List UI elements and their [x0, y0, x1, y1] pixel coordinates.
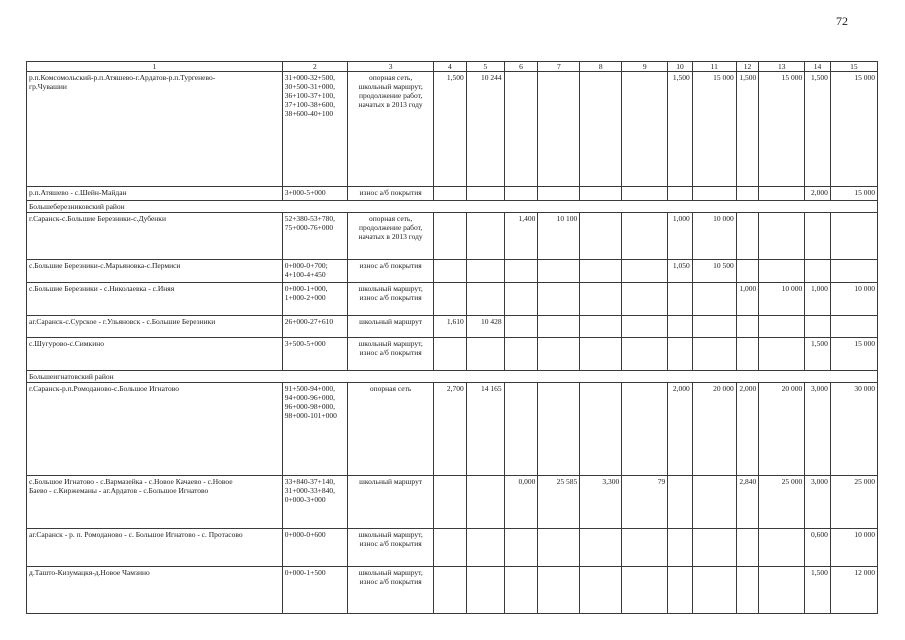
value-cell: 10 500 — [692, 260, 736, 283]
district-heading-row — [27, 201, 878, 213]
value-cell — [759, 187, 805, 201]
value-cell: 10 100 — [538, 213, 580, 260]
table-row — [27, 283, 878, 316]
value-cell: 15 000 — [759, 72, 805, 187]
work-type-cell: опорная сеть, школьный маршрут, продолжение работ, начатых в 2013 году — [348, 72, 434, 187]
value-cell — [622, 72, 668, 187]
value-cell — [504, 72, 538, 187]
table-row — [27, 383, 878, 476]
value-cell — [434, 529, 467, 567]
value-cell — [692, 529, 736, 567]
table-row — [27, 213, 878, 260]
value-cell — [580, 72, 622, 187]
value-cell — [538, 283, 580, 316]
value-cell — [434, 187, 467, 201]
value-cell — [434, 338, 467, 371]
work-type-cell: школьный маршрут, износ а/б покрытия — [348, 338, 434, 371]
value-cell: 15 000 — [830, 338, 877, 371]
road-name-cell: аг.Саранск-с.Сурское - г.Ульяновск - с.Большие Березники — [27, 316, 283, 338]
work-type-cell: школьный маршрут — [348, 316, 434, 338]
value-cell — [622, 283, 668, 316]
value-cell: 2,700 — [434, 383, 467, 476]
value-cell — [692, 338, 736, 371]
value-cell: 1,500 — [668, 72, 693, 187]
value-cell — [538, 187, 580, 201]
value-cell — [830, 316, 877, 338]
value-cell — [759, 213, 805, 260]
column-header: 7 — [538, 62, 580, 72]
value-cell: 10 428 — [466, 316, 504, 338]
value-cell — [504, 187, 538, 201]
column-header: 4 — [434, 62, 467, 72]
value-cell — [466, 213, 504, 260]
value-cell — [668, 283, 693, 316]
chainage-cell: 0+000-0+700; 4+100-4+450 — [282, 260, 347, 283]
value-cell — [466, 476, 504, 529]
value-cell — [434, 567, 467, 614]
value-cell: 1,400 — [504, 213, 538, 260]
value-cell — [805, 213, 831, 260]
value-cell — [504, 260, 538, 283]
district-name: Большеберезниковский район — [27, 201, 878, 213]
road-name-cell: г.Саранск-с.Большие Березники-с.Дубенки — [27, 213, 283, 260]
road-name-cell: аг.Саранск - р. п. Ромоданово - с. Большое Игнатово - с. Протасово — [27, 529, 283, 567]
value-cell: 1,500 — [805, 72, 831, 187]
value-cell — [692, 567, 736, 614]
chainage-cell: 0+000-0+600 — [282, 529, 347, 567]
value-cell — [538, 529, 580, 567]
value-cell: 3,000 — [805, 383, 831, 476]
column-header: 6 — [504, 62, 538, 72]
work-type-cell: школьный маршрут, износ а/б покрытия — [348, 283, 434, 316]
value-cell — [504, 383, 538, 476]
value-cell — [736, 338, 759, 371]
value-cell — [692, 476, 736, 529]
value-cell: 1,000 — [736, 283, 759, 316]
value-cell: 10 000 — [759, 283, 805, 316]
value-cell — [668, 476, 693, 529]
chainage-cell: 91+500-94+000, 94+000-96+000, 96+000-98+000, 98+000-101+000 — [282, 383, 347, 476]
value-cell: 10 000 — [692, 213, 736, 260]
value-cell — [668, 338, 693, 371]
road-name-cell: д.Ташто-Кизумацкя-д.Новое Чамзино — [27, 567, 283, 614]
value-cell — [736, 213, 759, 260]
chainage-cell: 0+000-1+000, 1+000-2+000 — [282, 283, 347, 316]
value-cell — [538, 338, 580, 371]
value-cell — [434, 476, 467, 529]
chainage-cell: 0+000-1+500 — [282, 567, 347, 614]
value-cell: 2,000 — [668, 383, 693, 476]
work-type-cell: опорная сеть — [348, 383, 434, 476]
road-name-cell: р.п.Комсомольский-р.п.Атяшево-г.Ардатов-р.п.Тургенево- гр.Чувашии — [27, 72, 283, 187]
value-cell: 25 000 — [759, 476, 805, 529]
column-header: 14 — [805, 62, 831, 72]
value-cell: 25 000 — [830, 476, 877, 529]
value-cell — [622, 316, 668, 338]
column-header: 12 — [736, 62, 759, 72]
road-name-cell: р.п.Атяшево - с.Шейн-Майдан — [27, 187, 283, 201]
value-cell — [580, 529, 622, 567]
work-type-cell: износ а/б покрытия — [348, 260, 434, 283]
value-cell: 12 000 — [830, 567, 877, 614]
column-header: 9 — [622, 62, 668, 72]
value-cell — [622, 338, 668, 371]
column-header: 15 — [830, 62, 877, 72]
value-cell — [736, 567, 759, 614]
value-cell — [759, 567, 805, 614]
chainage-cell: 31+000-32+500, 30+500-31+000, 36+100-37+100, 37+100-38+600, 38+600-40+100 — [282, 72, 347, 187]
value-cell: 1,000 — [668, 213, 693, 260]
value-cell — [466, 529, 504, 567]
value-cell — [668, 316, 693, 338]
value-cell: 14 165 — [466, 383, 504, 476]
value-cell — [830, 213, 877, 260]
road-name-cell: с.Большие Березники-с.Марьяновка-с.Пермиси — [27, 260, 283, 283]
value-cell — [668, 529, 693, 567]
value-cell: 15 000 — [830, 72, 877, 187]
value-cell: 3,300 — [580, 476, 622, 529]
road-name-cell: с.Большое Игнатово - с.Вармазейка - с.Новое Качаево - с.Новое Баево - с.Киржеманы - аг.Ардатов - с.Большое Игнатово — [27, 476, 283, 529]
value-cell — [434, 213, 467, 260]
value-cell — [580, 338, 622, 371]
value-cell — [466, 260, 504, 283]
table-row — [27, 338, 878, 371]
column-header: 1 — [27, 62, 283, 72]
work-type-cell: школьный маршрут — [348, 476, 434, 529]
value-cell — [736, 316, 759, 338]
value-cell — [538, 383, 580, 476]
value-cell — [466, 283, 504, 316]
value-cell — [504, 316, 538, 338]
value-cell — [538, 72, 580, 187]
value-cell — [692, 283, 736, 316]
value-cell — [622, 567, 668, 614]
value-cell — [692, 316, 736, 338]
value-cell: 1,500 — [805, 567, 831, 614]
chainage-cell: 52+380-53+780, 75+000-76+000 — [282, 213, 347, 260]
value-cell — [466, 567, 504, 614]
column-header: 13 — [759, 62, 805, 72]
work-type-cell: опорная сеть, продолжение работ, начатых в 2013 году — [348, 213, 434, 260]
column-header: 5 — [466, 62, 504, 72]
value-cell: 10 000 — [830, 529, 877, 567]
value-cell: 1,050 — [668, 260, 693, 283]
page-number: 72 — [836, 14, 848, 28]
value-cell — [466, 187, 504, 201]
value-cell — [622, 213, 668, 260]
value-cell — [736, 260, 759, 283]
value-cell: 15 000 — [830, 187, 877, 201]
value-cell: 10 000 — [830, 283, 877, 316]
column-header: 8 — [580, 62, 622, 72]
value-cell — [759, 338, 805, 371]
value-cell: 20 000 — [692, 383, 736, 476]
value-cell: 1,610 — [434, 316, 467, 338]
table-row — [27, 476, 878, 529]
value-cell — [580, 187, 622, 201]
value-cell — [538, 316, 580, 338]
value-cell — [580, 316, 622, 338]
value-cell: 0,600 — [805, 529, 831, 567]
road-name-cell: с.Шугурово-с.Симкино — [27, 338, 283, 371]
value-cell: 1,500 — [434, 72, 467, 187]
value-cell — [504, 338, 538, 371]
value-cell — [668, 187, 693, 201]
value-cell — [580, 260, 622, 283]
chainage-cell: 3+500-5+000 — [282, 338, 347, 371]
value-cell: 1,500 — [805, 338, 831, 371]
value-cell: 25 585 — [538, 476, 580, 529]
value-cell — [622, 260, 668, 283]
value-cell — [434, 283, 467, 316]
value-cell — [622, 383, 668, 476]
column-header-row — [27, 62, 878, 72]
table-row — [27, 187, 878, 201]
value-cell — [504, 283, 538, 316]
road-works-table — [26, 61, 878, 614]
value-cell — [504, 567, 538, 614]
value-cell: 2,000 — [736, 383, 759, 476]
work-type-cell: школьный маршрут, износ а/б покрытия — [348, 567, 434, 614]
value-cell — [622, 529, 668, 567]
value-cell: 1,000 — [805, 283, 831, 316]
chainage-cell: 33+840-37+140, 31+000-33+840, 0+000-3+000 — [282, 476, 347, 529]
value-cell — [759, 260, 805, 283]
value-cell — [580, 283, 622, 316]
value-cell — [759, 529, 805, 567]
district-heading-row — [27, 371, 878, 383]
value-cell: 10 244 — [466, 72, 504, 187]
value-cell — [830, 260, 877, 283]
value-cell: 30 000 — [830, 383, 877, 476]
value-cell — [668, 567, 693, 614]
value-cell — [805, 316, 831, 338]
value-cell: 15 000 — [692, 72, 736, 187]
value-cell: 0,000 — [504, 476, 538, 529]
value-cell — [580, 567, 622, 614]
value-cell: 1,500 — [736, 72, 759, 187]
value-cell: 20 000 — [759, 383, 805, 476]
table-row — [27, 72, 878, 187]
work-type-cell: школьный маршрут, износ а/б покрытия — [348, 529, 434, 567]
table-row — [27, 529, 878, 567]
value-cell: 79 — [622, 476, 668, 529]
value-cell: 3,000 — [805, 476, 831, 529]
column-header: 2 — [282, 62, 347, 72]
value-cell — [805, 260, 831, 283]
column-header: 11 — [692, 62, 736, 72]
table-row — [27, 567, 878, 614]
column-header: 10 — [668, 62, 693, 72]
value-cell — [736, 529, 759, 567]
chainage-cell: 26+000-27+610 — [282, 316, 347, 338]
value-cell — [538, 567, 580, 614]
value-cell — [580, 383, 622, 476]
value-cell — [466, 338, 504, 371]
value-cell — [538, 260, 580, 283]
value-cell — [504, 529, 538, 567]
value-cell — [622, 187, 668, 201]
table-row — [27, 316, 878, 338]
value-cell — [580, 213, 622, 260]
value-cell: 2,840 — [736, 476, 759, 529]
column-header: 3 — [348, 62, 434, 72]
value-cell — [759, 316, 805, 338]
value-cell — [736, 187, 759, 201]
work-type-cell: износ а/б покрытия — [348, 187, 434, 201]
district-name: Большеигнатовский район — [27, 371, 878, 383]
value-cell — [692, 187, 736, 201]
road-name-cell: г.Саранск-р.п.Ромоданово-с.Большое Игнатово — [27, 383, 283, 476]
table-row — [27, 260, 878, 283]
value-cell — [434, 260, 467, 283]
road-name-cell: с.Большие Березники - с.Николаевка - с.Иняя — [27, 283, 283, 316]
value-cell: 2,000 — [805, 187, 831, 201]
chainage-cell: 3+000-5+000 — [282, 187, 347, 201]
